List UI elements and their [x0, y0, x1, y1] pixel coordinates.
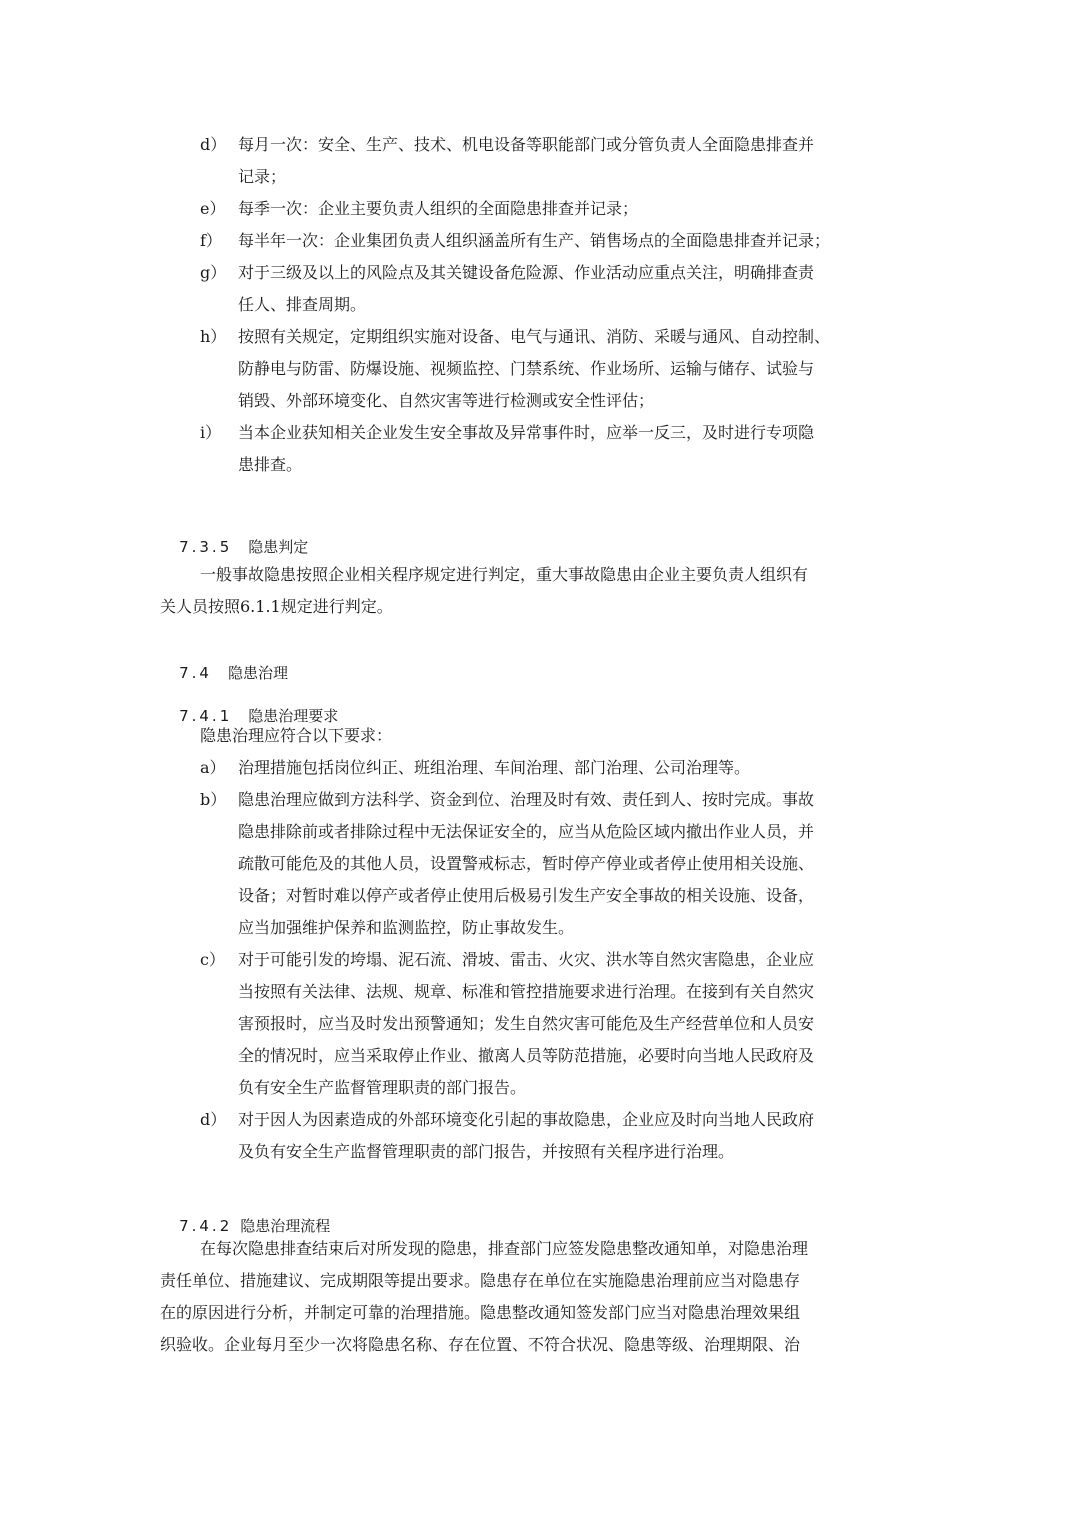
list-item-line: 害预报时，应当及时发出预警通知；发生自然灾害可能危及生产经营单位和人员安 — [238, 1014, 815, 1033]
paragraph-7-3-5 — [160, 559, 912, 623]
paragraph-line: 关人员按照6.1.1规定进行判定。 — [160, 597, 393, 616]
list-marker: h） — [200, 327, 227, 346]
hazard-inspection-list — [0, 129, 1074, 481]
list-item-text — [238, 944, 912, 1104]
list-item-line: 患排查。 — [238, 455, 303, 474]
list-marker: d） — [200, 135, 227, 154]
list-item-line: 对于可能引发的垮塌、泥石流、滑坡、雷击、火灾、洪水等自然灾害隐患，企业应 — [238, 950, 815, 969]
paragraph-line: 织验收。企业每月至少一次将隐患名称、存在位置、不符合状况、隐患等级、治理期限、治 — [160, 1335, 801, 1354]
section-number: 7.4 — [179, 664, 212, 682]
paragraph-line: 在每次隐患排查结束后对所发现的隐患，排查部门应签发隐患整改通知单，对隐患治理 — [200, 1239, 809, 1258]
list-item-text — [238, 225, 912, 257]
list-item-line: 记录； — [238, 167, 287, 186]
list-item-line: 每季一次：企业主要负责人组织的全面隐患排查并记录； — [238, 199, 639, 218]
list-marker: a） — [200, 758, 226, 777]
list-item — [0, 1104, 1074, 1168]
list-item-line: 每月一次：安全、生产、技术、机电设备等职能部门或分管负责人全面隐患排查并 — [238, 135, 815, 154]
list-item-line: 设备；对暂时难以停产或者停止使用后极易引发生产安全事故的相关设施、设备， — [238, 886, 815, 905]
list-marker: e） — [200, 199, 226, 218]
list-item — [0, 129, 1074, 193]
list-item-text — [238, 129, 912, 193]
list-item-line: 任人、排查周期。 — [238, 295, 367, 314]
paragraph-line: 在的原因进行分析，并制定可靠的治理措施。隐患整改通知签发部门应当对隐患治理效果组 — [160, 1303, 801, 1322]
hazard-treatment-list — [0, 752, 1074, 1168]
section-number: 7.4.2 — [179, 1217, 233, 1235]
list-item-line: 每半年一次：企业集团负责人组织涵盖所有生产、销售场点的全面隐患排查并记录； — [238, 231, 831, 250]
list-marker: g） — [200, 263, 227, 282]
list-item-line: 按照有关规定，定期组织实施对设备、电气与通讯、消防、采暖与通风、自动控制、 — [238, 327, 831, 346]
list-item-line: 应当加强维护保养和监测监控，防止事故发生。 — [238, 918, 575, 937]
list-marker: c） — [200, 950, 225, 969]
list-item-line: 负有安全生产监督管理职责的部门报告。 — [238, 1078, 527, 1097]
list-marker: f） — [200, 231, 222, 250]
list-item-line: 销毁、外部环境变化、自然灾害等进行检测或安全性评估； — [238, 391, 655, 410]
section-title: 隐患判定 — [248, 538, 309, 556]
list-item-text — [238, 193, 912, 225]
list-item — [0, 784, 1074, 944]
list-item-line: 隐患排除前或者排除过程中无法保证安全的，应当从危险区域内撤出作业人员，并 — [238, 822, 815, 841]
list-marker: b） — [200, 790, 227, 809]
list-item-line: 疏散可能危及的其他人员，设置警戒标志，暂时停产停业或者停止使用相关设施、 — [238, 854, 815, 873]
paragraph-7-4-2 — [160, 1233, 912, 1361]
list-item-line: 对于因人为因素造成的外部环境变化引起的事故隐患，企业应及时向当地人民政府 — [238, 1110, 815, 1129]
list-item-text — [238, 784, 912, 944]
section-title: 隐患治理流程 — [240, 1217, 331, 1235]
list-item — [0, 752, 1074, 784]
section-title: 隐患治理要求 — [248, 707, 339, 725]
list-item-text — [238, 1104, 912, 1168]
list-item-line: 及负有安全生产监督管理职责的部门报告，并按照有关程序进行治理。 — [238, 1142, 735, 1161]
list-item-line: 对于三级及以上的风险点及其关键设备危险源、作业活动应重点关注，明确排查责 — [238, 263, 815, 282]
section-title: 隐患治理 — [227, 664, 288, 682]
list-item-line: 全的情况时，应当采取停止作业、撤离人员等防范措施，必要时向当地人民政府及 — [238, 1046, 815, 1065]
list-item-line: 隐患治理应做到方法科学、资金到位、治理及时有效、责任到人、按时完成。事故 — [238, 790, 815, 809]
list-item-text — [238, 321, 912, 417]
list-item-line: 防静电与防雷、防爆设施、视频监控、门禁系统、作业场所、运输与储存、试验与 — [238, 359, 815, 378]
list-item-line: 当本企业获知相关企业发生安全事故及异常事件时，应举一反三，及时进行专项隐 — [238, 423, 815, 442]
list-item — [0, 944, 1074, 1104]
list-item — [0, 257, 1074, 321]
list-item — [0, 321, 1074, 417]
list-item-text — [238, 257, 912, 321]
paragraph-line: 责任单位、措施建议、完成期限等提出要求。隐患存在单位在实施隐患治理前应当对隐患存 — [160, 1271, 801, 1290]
paragraph-line: 隐患治理应符合以下要求： — [200, 726, 393, 745]
list-item-line: 治理措施包括岗位纠正、班组治理、车间治理、部门治理、公司治理等。 — [238, 758, 751, 777]
list-item-text — [238, 417, 912, 481]
section-number: 7.3.5 — [179, 538, 233, 556]
list-item-line: 当按照有关法律、法规、规章、标准和管控措施要求进行治理。在接到有关自然灾 — [238, 982, 815, 1001]
list-item-text — [238, 752, 912, 784]
section-number: 7.4.1 — [179, 707, 233, 725]
paragraph-7-4-1-intro — [160, 720, 912, 752]
list-item — [0, 193, 1074, 225]
paragraph-line: 一般事故隐患按照企业相关程序规定进行判定，重大事故隐患由企业主要负责人组织有 — [200, 565, 809, 584]
list-marker: d） — [200, 1110, 227, 1129]
list-item — [0, 225, 1074, 257]
list-item — [0, 417, 1074, 481]
list-marker: i） — [200, 423, 222, 442]
